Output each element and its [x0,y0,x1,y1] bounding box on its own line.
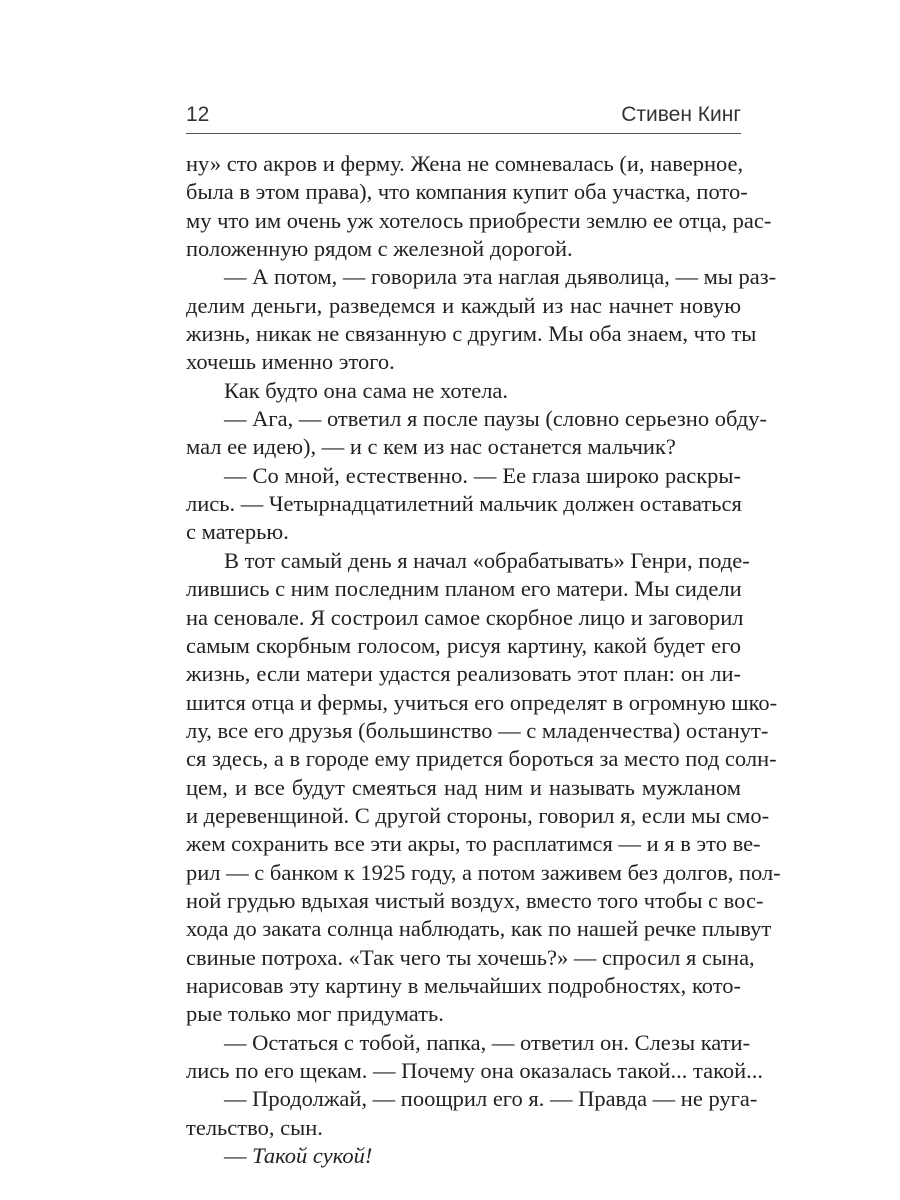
text-line: хода до заката солнца наблюдать, как по нашей речке плывут [186,916,772,942]
text-line: свиные потроха. «Так чего ты хочешь?» — спросил я сына, [186,944,755,970]
paragraph [186,377,741,405]
page-body-text [186,150,781,1170]
page-header [186,101,741,134]
text-line: мал ее идею), — и с кем из нас останется мальчик? [186,434,676,460]
text-line: — Остаться с тобой, папка, — ответил он. Слезы кати- [224,1029,751,1055]
text-line: — Продолжай, — поощрил его я. — Правда — не руга- [224,1086,758,1112]
text-line: лу, все его друзья (большинство — с младенчества) останут- [186,717,769,743]
text-line: шится отца и фермы, учиться его определят в огромную шко- [186,689,778,715]
text-line: тельство, сын. [186,1114,323,1140]
text-line: цем, и все будут смеяться над ним и называть мужланом [186,774,741,800]
page-number: 12 [186,103,210,126]
text-line: В тот самый день я начал «обрабатывать» Генри, поде- [224,547,750,573]
running-head-author: Стивен Кинг [621,103,741,126]
final-line [186,1142,741,1170]
text-line: лившись с ним последним планом его матери. Мы сидели [186,576,742,602]
text-line: — А потом, — говорила эта наглая дьяволица, — мы раз- [224,264,777,290]
text-line: — Ага, — ответил я после паузы (словно серьезно обду- [224,406,768,432]
text-line: с матерью. [186,519,289,545]
paragraph [186,1029,764,1086]
text-line: лись. — Четырнадцатилетний мальчик должен оставаться [186,491,742,517]
text-line: делим деньги, разведемся и каждый из нас начнет новую [186,292,741,318]
text-line: жизнь, если матери удастся реализовать этот план: он ли- [186,661,741,687]
paragraph [186,405,768,462]
text-line: жем сохранить все эти акры, то расплатимся — и я в это ве- [186,831,761,857]
paragraph [186,462,741,547]
text-line: положенную рядом с железной дорогой. [186,236,573,262]
text-line: му что им очень уж хотелось приобрести землю ее отца, рас- [186,207,772,233]
text-line: ну» сто акров и ферму. Жена не сомневалась (и, наверное, [186,151,744,176]
text-line: лись по его щекам. — Почему она оказалась такой... такой... [186,1058,764,1083]
text-line: нарисовав эту картину в мельчайших подробностях, кото- [186,972,741,998]
paragraph [186,150,772,263]
paragraph [186,1085,758,1142]
final-dash: — [224,1143,253,1169]
text-line: на сеновале. Я состроил самое скорбное лицо и заговорил [186,604,744,630]
text-line: была в этом права), что компания купит оба участка, пото- [186,179,748,205]
paragraph [186,263,777,376]
text-line: ся здесь, а в городе ему придется бороться за место под солн- [186,746,777,772]
text-line: рил — с банком к 1925 году, а потом заживем без долгов, пол- [186,859,781,885]
text-line: — Со мной, естественно. — Ее глаза широко раскры- [224,462,741,488]
text-line: рые только мог придумать. [186,1001,444,1027]
text-line: жизнь, никак не связанную с другим. Мы оба знаем, что ты [186,321,757,347]
text-line: самым скорбным голосом, рисуя картину, какой будет его [186,632,741,658]
text-line: и деревенщиной. С другой стороны, говорил я, если мы смо- [186,802,770,828]
text-line: ной грудью вдыхая чистый воздух, вместо того чтобы с вос- [186,887,764,913]
final-italic-text: Такой сукой! [252,1143,373,1169]
paragraph [186,547,781,1029]
text-line: хочешь именно этого. [186,349,395,375]
text-line: Как будто она сама не хотела. [224,377,509,403]
